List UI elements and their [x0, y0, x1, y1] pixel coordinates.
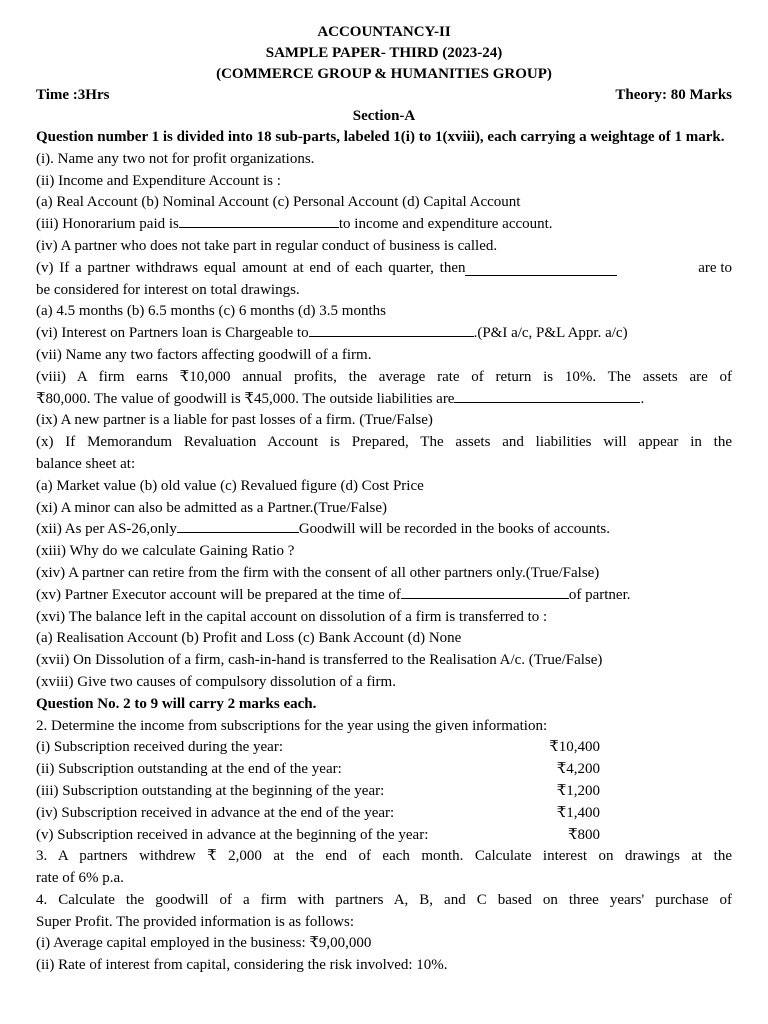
- groups-title: (COMMERCE GROUP & HUMANITIES GROUP): [216, 66, 552, 82]
- list-item: [36, 825, 732, 847]
- time-marks-row: [36, 85, 732, 106]
- q1-viii-line1: (viii) A firm earns ₹10,000 annual profits, the average rate of return is 10%. The assets are of: [36, 368, 732, 385]
- subject-title: ACCOUNTANCY-II: [317, 24, 451, 40]
- paper-title: SAMPLE PAPER- THIRD (2023-24): [265, 45, 503, 61]
- q4-line2: Super Profit. The provided information is as follows:: [36, 913, 355, 930]
- q2-items-list: [36, 737, 732, 846]
- q1-xii: [36, 519, 732, 541]
- q1-xi: (xi) A minor can also be admitted as a Partner.(True/False): [36, 499, 388, 516]
- q1-iii-text-a: (iii) Honorarium paid is: [36, 216, 179, 233]
- list-item: [36, 781, 732, 803]
- fill-blank: [465, 262, 617, 276]
- q3-line1: 3. A partners withdrew ₹ 2,000 at the end of each month. Calculate interest on drawings at the: [36, 848, 732, 865]
- q4-i: (i) Average capital employed in the business: ₹9,00,000: [36, 935, 372, 952]
- q4-line1: 4. Calculate the goodwill of a firm with partners A, B, and C based on three years' purchase of: [36, 891, 732, 908]
- item-label: (iv) Subscription received in advance at the end of the year:: [36, 804, 395, 821]
- fill-blank: [179, 214, 339, 228]
- item-label: (i) Subscription received during the year:: [36, 739, 284, 756]
- q1-v: [36, 258, 732, 280]
- section-title: Section-A: [352, 108, 416, 124]
- item-amount: ₹10,400: [549, 739, 600, 756]
- q1-v-text-a: (v) If a partner withdraws equal amount at end of each quarter, then: [36, 259, 466, 276]
- q1-v-options: (a) 4.5 months (b) 6.5 months (c) 6 months (d) 3.5 months: [36, 303, 386, 320]
- q1-v-cont: be considered for interest on total drawings.: [36, 281, 300, 298]
- q1-xii-text-b: Goodwill will be recorded in the books of accounts.: [298, 521, 611, 538]
- item-amount: ₹1,200: [556, 782, 600, 799]
- list-item: [36, 803, 732, 825]
- item-label: (iii) Subscription outstanding at the beginning of the year:: [36, 782, 385, 799]
- q1-iii: [36, 214, 732, 236]
- q3-line2: rate of 6% p.a.: [36, 870, 124, 887]
- q1-iii-text-b: to income and expenditure account.: [338, 216, 553, 233]
- item-amount: ₹800: [567, 826, 600, 843]
- q1-viii-text-b: ₹80,000. The value of goodwill is ₹45,000. The outside liabilities are: [36, 390, 455, 407]
- q1-xv-text-a: (xv) Partner Executor account will be prepared at the time of: [36, 586, 401, 603]
- fill-blank: [454, 389, 640, 403]
- q1-xvi-options: (a) Realisation Account (b) Profit and Loss (c) Bank Account (d) None: [36, 630, 462, 647]
- fill-blank: [401, 585, 569, 599]
- q1-v-text-b: are to: [698, 259, 732, 276]
- q1-ix: (ix) A new partner is a liable for past losses of a firm. (True/False): [36, 412, 433, 429]
- item-label: (ii) Subscription outstanding at the end of the year:: [36, 761, 342, 778]
- q2to9-heading: Question No. 2 to 9 will carry 2 marks each.: [36, 695, 317, 712]
- item-amount: ₹1,400: [556, 804, 600, 821]
- marks-label: Theory: 80 Marks: [615, 87, 732, 103]
- time-label: Time :3Hrs: [36, 87, 110, 103]
- q1-i: (i). Name any two not for profit organizations.: [36, 150, 315, 167]
- fill-blank: [309, 323, 474, 337]
- q1-xii-text-a: (xii) As per AS-26,only: [36, 521, 177, 538]
- q1-xviii: (xviii) Give two causes of compulsory dissolution of a firm.: [36, 673, 396, 690]
- q1-x-line1: (x) If Memorandum Revaluation Account is Prepared, The assets and liabilities will appear in the: [36, 434, 732, 451]
- q1-vii: (vii) Name any two factors affecting goodwill of a firm.: [36, 346, 372, 363]
- q1-vi-text-a: (vi) Interest on Partners loan is Chargeable to: [36, 325, 309, 342]
- q1-xvii: (xvii) On Dissolution of a firm, cash-in-hand is transferred to the Realisation A/c. (True/False): [36, 652, 603, 669]
- q1-ii: (ii) Income and Expenditure Account is :: [36, 172, 281, 189]
- q1-ii-options: (a) Real Account (b) Nominal Account (c) Personal Account (d) Capital Account: [36, 194, 521, 211]
- fill-blank: [177, 519, 299, 533]
- list-item: [36, 737, 732, 759]
- q1-xiii: (xiii) Why do we calculate Gaining Ratio ?: [36, 543, 295, 560]
- q1-vi-text-b: .(P&I a/c, P&L Appr. a/c): [473, 325, 628, 342]
- q1-xiv: (xiv) A partner can retire from the firm with the consent of all other partners only.(True/False): [36, 564, 600, 581]
- q1-vi: [36, 323, 732, 345]
- q1-viii-line2: [36, 389, 732, 411]
- q1-x-line2: balance sheet at:: [36, 455, 136, 472]
- q1-xvi: (xvi) The balance left in the capital account on dissolution of a firm is transferred to :: [36, 608, 548, 625]
- q1-x-options: (a) Market value (b) old value (c) Revalued figure (d) Cost Price: [36, 477, 424, 494]
- list-item: [36, 759, 732, 781]
- q1-xv-text-b: of partner.: [568, 586, 631, 603]
- q1-intro: Question number 1 is divided into 18 sub-parts, labeled 1(i) to 1(xviii), each carrying a weightage of 1 mark.: [36, 129, 725, 145]
- item-label: (v) Subscription received in advance at the beginning of the year:: [36, 826, 429, 843]
- q4-ii: (ii) Rate of interest from capital, considering the risk involved: 10%.: [36, 957, 448, 974]
- q1-xv: [36, 585, 732, 607]
- item-amount: ₹4,200: [556, 761, 600, 778]
- q2-text: 2. Determine the income from subscriptions for the year using the given information:: [36, 717, 548, 734]
- q1-viii-text-c: .: [640, 390, 645, 407]
- q1-iv: (iv) A partner who does not take part in regular conduct of business is called.: [36, 237, 498, 254]
